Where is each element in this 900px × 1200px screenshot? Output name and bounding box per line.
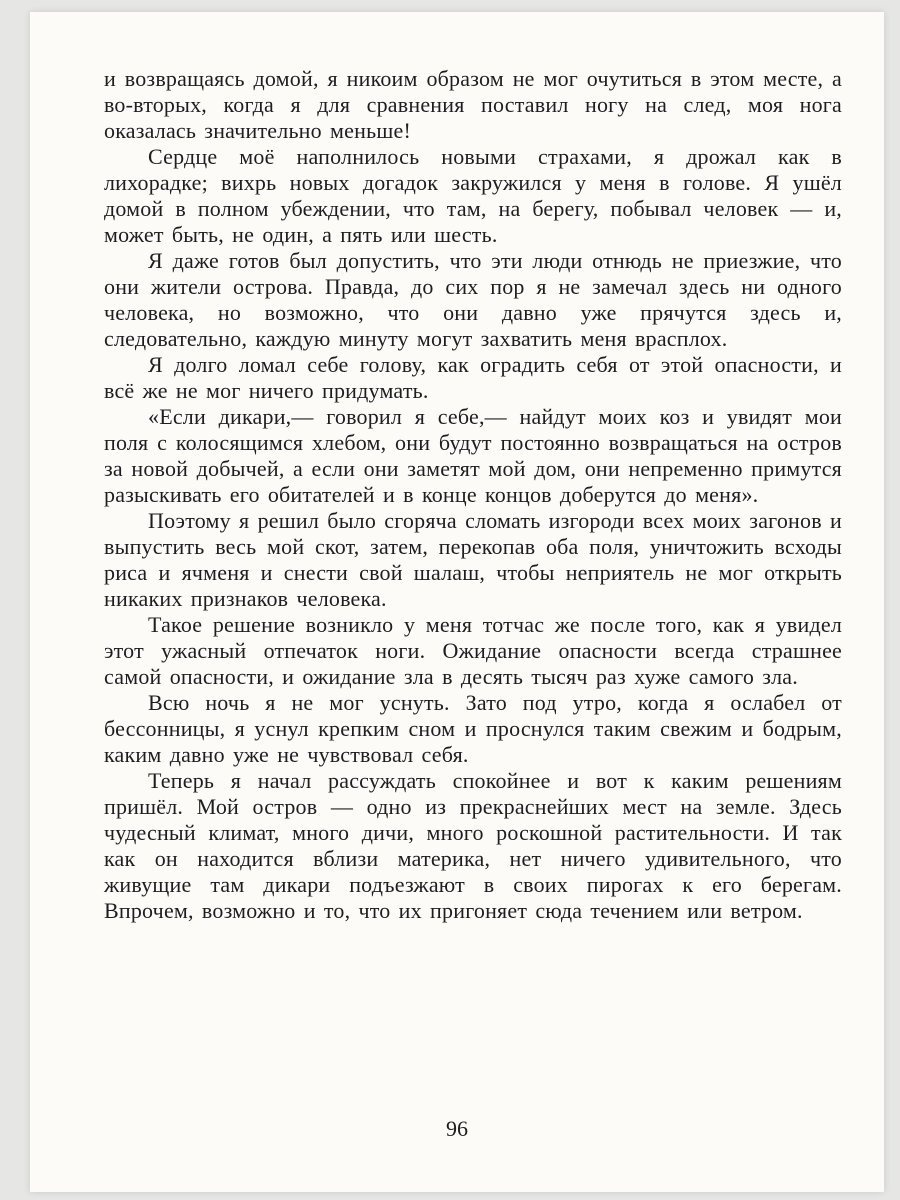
paragraph-2: Сердце моё наполнилось новыми страхами, я дрожал как в лихорадке; вихрь новых догадок закружился у меня в голове. Я ушёл домой в полном убеждении, что там, на берегу, побывал человек — и, может быть, не один, а пять или шесть.	[104, 144, 842, 247]
paragraph-8: Всю ночь я не мог уснуть. Зато под утро, когда я ослабел от бессонницы, я уснул крепким сном и проснулся таким свежим и бодрым, каким давно уже не чувствовал себя.	[104, 690, 842, 767]
paragraph-6: Поэтому я решил было сгоряча сломать изгороди всех моих загонов и выпустить весь мой скот, затем, перекопав оба поля, уничтожить всходы риса и ячменя и снести свой шалаш, чтобы неприятель не мог открыть никаких признаков человека.	[104, 508, 842, 611]
paragraph-3: Я даже готов был допустить, что эти люди отнюдь не приезжие, что они жители острова. Правда, до сих пор я не замечал здесь ни одного человека, но возможно, что они давно уже прячутся здесь и, следовательно, каждую минуту могут захватить меня врасплох.	[104, 248, 842, 351]
book-page	[30, 12, 884, 1192]
paragraph-9: Теперь я начал рассуждать спокойнее и вот к каким решениям пришёл. Мой остров — одно из прекраснейших мест на земле. Здесь чудесный климат, много дичи, много роскошной растительности. И так как он находится вблизи материка, нет ничего удивительного, что живущие там дикари подъезжают в своих пирогах к его берегам. Впрочем, возможно и то, что их пригоняет сюда течением или ветром.	[104, 768, 842, 923]
body-text	[104, 66, 842, 924]
paragraph-5: «Если дикари,— говорил я себе,— найдут моих коз и увидят мои поля с колосящимся хлебом, они будут постоянно возвращаться на остров за новой добычей, а если они заметят мой дом, они непременно примутся разыскивать его обитателей и в конце концов доберутся до меня».	[104, 404, 842, 507]
paragraph-1: и возвращаясь домой, я никоим образом не мог очутиться в этом месте, а во-вторых, когда я для сравнения поставил ногу на след, моя нога оказалась значительно меньше!	[104, 66, 842, 143]
page-number: 96	[446, 1116, 468, 1141]
paragraph-7: Такое решение возникло у меня тотчас же после того, как я увидел этот ужасный отпечаток ноги. Ожидание опасности всегда страшнее самой опасности, и ожидание зла в десять тысяч раз хуже самого зла.	[104, 612, 842, 689]
paragraph-4: Я долго ломал себе голову, как оградить себя от этой опасности, и всё же не мог ничего придумать.	[104, 352, 842, 403]
